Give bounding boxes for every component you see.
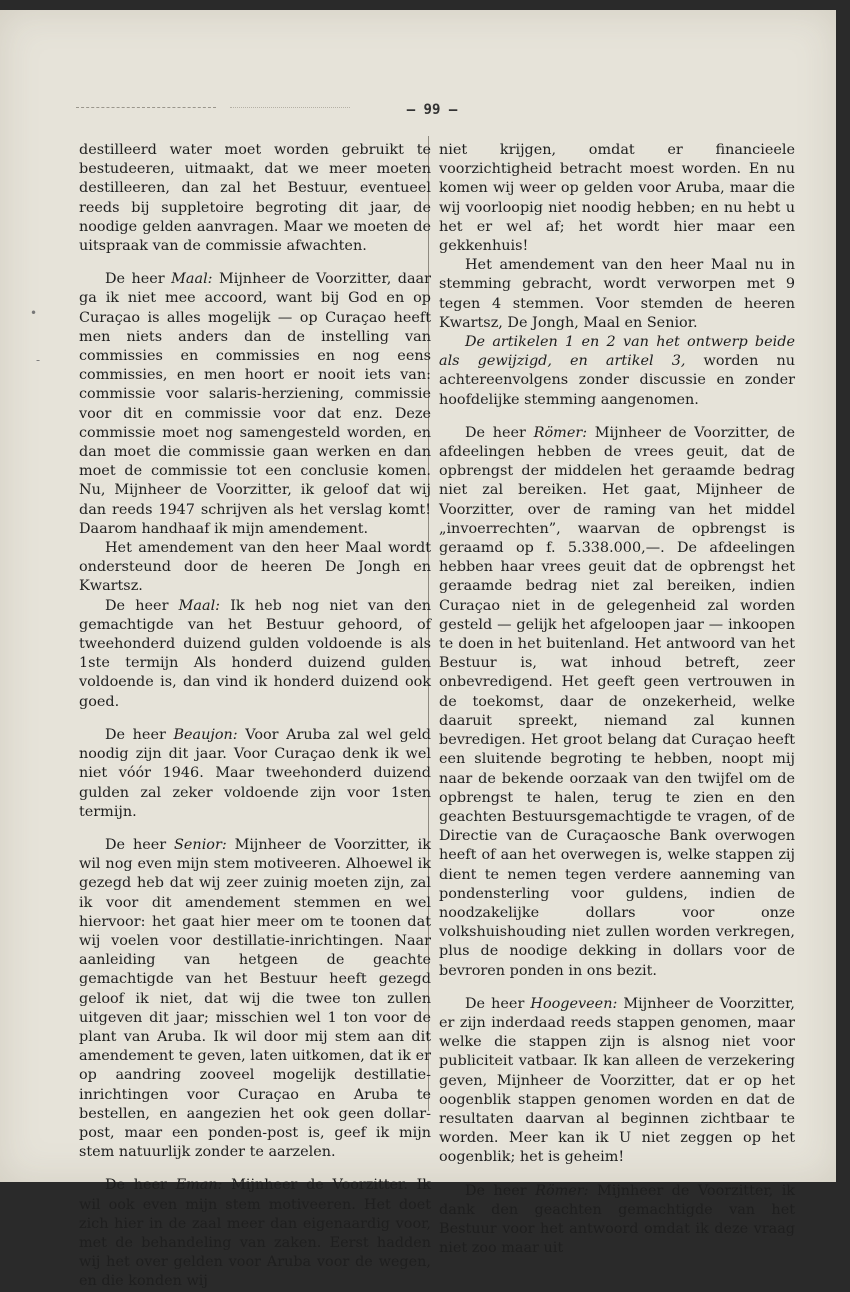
paragraph: Het amendement van den heer Maal nu in stemming gebracht, wordt verworpen met 9 tegen 4 stemmen. Voor stemden de heeren Kwartsz, De Jongh, Maal en Senior.	[439, 257, 795, 331]
paragraph: De artikelen 1 en 2 van het ontwerp beide als gewijzigd, en artikel 3, worden nu achtereenvolgens zonder discussie en zonder hoofdelijke stemming aangenomen.	[439, 334, 795, 408]
margin-dash: -	[36, 353, 41, 367]
speaker-name: Hoogeveen:	[530, 995, 618, 1012]
page-number: — 99 —	[406, 102, 458, 118]
paragraph: De heer Senior: Mijnheer de Voorzitter, ik wil nog even mijn stem motiveeren. Alhoewel ik gezegd heb dat wij zeer zuinig moeten zijn, zal ik voor dit amendement stemmen en wel hiervoor: het gaat hier meer om te toonen dat wij voelen voor destillatie-inrichtingen. Naar aanleiding van hetgeen de geachte gemachtigde van het Bestuur heeft gezegd geloof ik niet, dat wij die twee ton zullen uitgeven dit jaar; misschien wel 1 ton voor de plant van Aruba. Ik wil door mij stem aan dit amendement te geven, laten uitkomen, dat ik er op aandring zooveel mogelijk destillatie-inrichtingen voor Curaçao en Aruba te bestellen, en aangezien het ook geen dollar-post, maar een ponden-post is, geef ik mijn stem natuurlijk zonder te aarzelen.	[79, 836, 432, 1161]
speaker-name: Römer:	[535, 1182, 589, 1199]
paragraph: De heer Hoogeveen: Mijnheer de Voorzitter, er zijn inderdaad reeds stappen genomen, maar welke die stappen zijn is alsnog niet voor publiciteit vatbaar. Ik kan alleen de verzekering geven, Mijnheer de Voorzitter, dat er op het oogenblik stappen genomen worden en dat de resultaten daarvan al beginnen zichtbaar te worden. Meer kan ik U niet zeggen op het oogenblik; het is geheim!	[439, 995, 795, 1166]
paragraph: De heer Maal: Ik heb nog niet van den gemachtigde van het Bestuur gehoord, of tweehonderd duizend gulden voldoende is als 1ste termijn Als honderd duizend gulden voldoende is, dan vind ik honderd duizend ook goed.	[79, 597, 432, 710]
speaker-name: Senior:	[174, 836, 227, 853]
paragraph: destilleerd water moet worden gebruikt te bestudeeren, uitmaakt, dat we meer moeten destilleeren, dan zal het Bestuur, eventueel reeds bij suppletoire begroting dit jaar, de noodige gelden aanvragen. Maar we moeten de uitspraak van de commissie afwachten.	[79, 142, 431, 255]
speaker-name: Maal:	[171, 271, 213, 288]
left-column	[79, 141, 431, 1292]
italic-lead: De artikelen 1 en 2 van het ontwerp beide als gewijzigd, en artikel 3,	[439, 334, 795, 370]
header-rule-middle	[230, 107, 350, 108]
speaker-name: Maal:	[178, 597, 221, 614]
header-rule-left	[76, 107, 216, 108]
margin-dot: •	[30, 306, 38, 320]
paragraph: De heer Maal: Mijnheer de Voorzitter, daar ga ik niet mee accoord, want bij God en op Curaçao is alles mogelijk — op Curaçao heeft men niets anders dan de instelling van commissies en commissies en nog eens commissies, en men hoort er nooit iets van: commissie voor salaris-herziening, commissie voor dit en commissie voor dat enz. Deze commissie moet nog samengesteld worden, en dan moet die commissie gaan werken en dan moet de commissie tot een conclusie komen. Nu, Mijnheer de Voorzitter, ik geloof dat wij dan reeds 1947 schrijven als het verslag komt! Daarom handhaaf ik mijn amendement.	[79, 271, 432, 537]
paragraph: De heer Römer: Mijnheer de Voorzitter, de afdeelingen hebben de vrees geuit, dat de opbrengst der middelen het geraamde bedrag niet zal bereiken. Het gaat, Mijnheer de Voorzitter, over de raming van het middel „invoerrechten”, waarvan de opbrengst is geraamd op f. 5.338.000,—. De afdeelingen hebben haar vrees geuit dat de opbrengst het geraamde bedrag niet zal bereiken, indien Curaçao niet in de gelegenheid zal worden gesteld — gelijk het afgeloopen jaar — inkoopen te doen in het buitenland. Het antwoord van het Bestuur is, wat inhoud betreft, zeer onbevredigend. Het geeft geen vertrouwen in de toekomst, daar de onzekerheid, welke daaruit spreekt, niemand zal kunnen bevredigen. Het groot belang dat Curaçao heeft een sluitende begroting te hebben, noopt mij naar de bekende oorzaak van den twijfel om de opbrengst te halen, terug te zien en den geachten Bestuursgemachtigde te vragen, of de Directie van de Curaçaosche Bank overwogen heeft of aan het overwegen is, welke stappen zij dient te nemen tegen verdere aanneming van pondensterling voor guldens, indien de noodzakelijke dollars voor onze volkshuishouding niet zullen worden verkregen, plus de noodige dekking in dollars voor de bevroren ponden in ons bezit.	[439, 424, 796, 979]
speaker-name: Römer:	[533, 424, 588, 441]
speaker-name: Beaujon:	[173, 726, 238, 743]
paragraph: niet krijgen, omdat er financieele voorzichtigheid betracht moest worden. En nu komen wij weer op gelden voor Aruba, maar die wij voorloopig niet noodig hebben; en nu hebt u het er wel af; het wordt hier maar een gekkenhuis!	[439, 142, 795, 255]
paragraph: De heer Eman: Mijnheer de Voorzitter. Ik wil ook even mijn stem motiveeren. Het doet zich hier in de zaal meer dan eigenaardig voor, met de behandeling van zaken. Eerst hadden wij het over gelden voor Aruba voor de wegen, en die konden wij	[79, 1177, 431, 1290]
right-column	[439, 141, 795, 1258]
paragraph: Het amendement van den heer Maal wordt ondersteund door de heeren De Jongh en Kwartsz.	[79, 540, 431, 595]
paragraph: De heer Beaujon: Voor Aruba zal wel geld noodig zijn dit jaar. Voor Curaçao denk ik wel niet vóór 1946. Maar tweehonderd duizend gulden zal zeker voldoende zijn voor 1sten termijn.	[79, 726, 432, 820]
paragraph: De heer Römer: Mijnheer de Voorzitter, ik dank den geachten gemachtigde van het Bestuur voor het antwoord omdat ik deze vraag niet zoo maar uit	[439, 1182, 796, 1257]
speaker-name: Eman:	[175, 1177, 223, 1194]
document-page	[0, 10, 836, 1290]
